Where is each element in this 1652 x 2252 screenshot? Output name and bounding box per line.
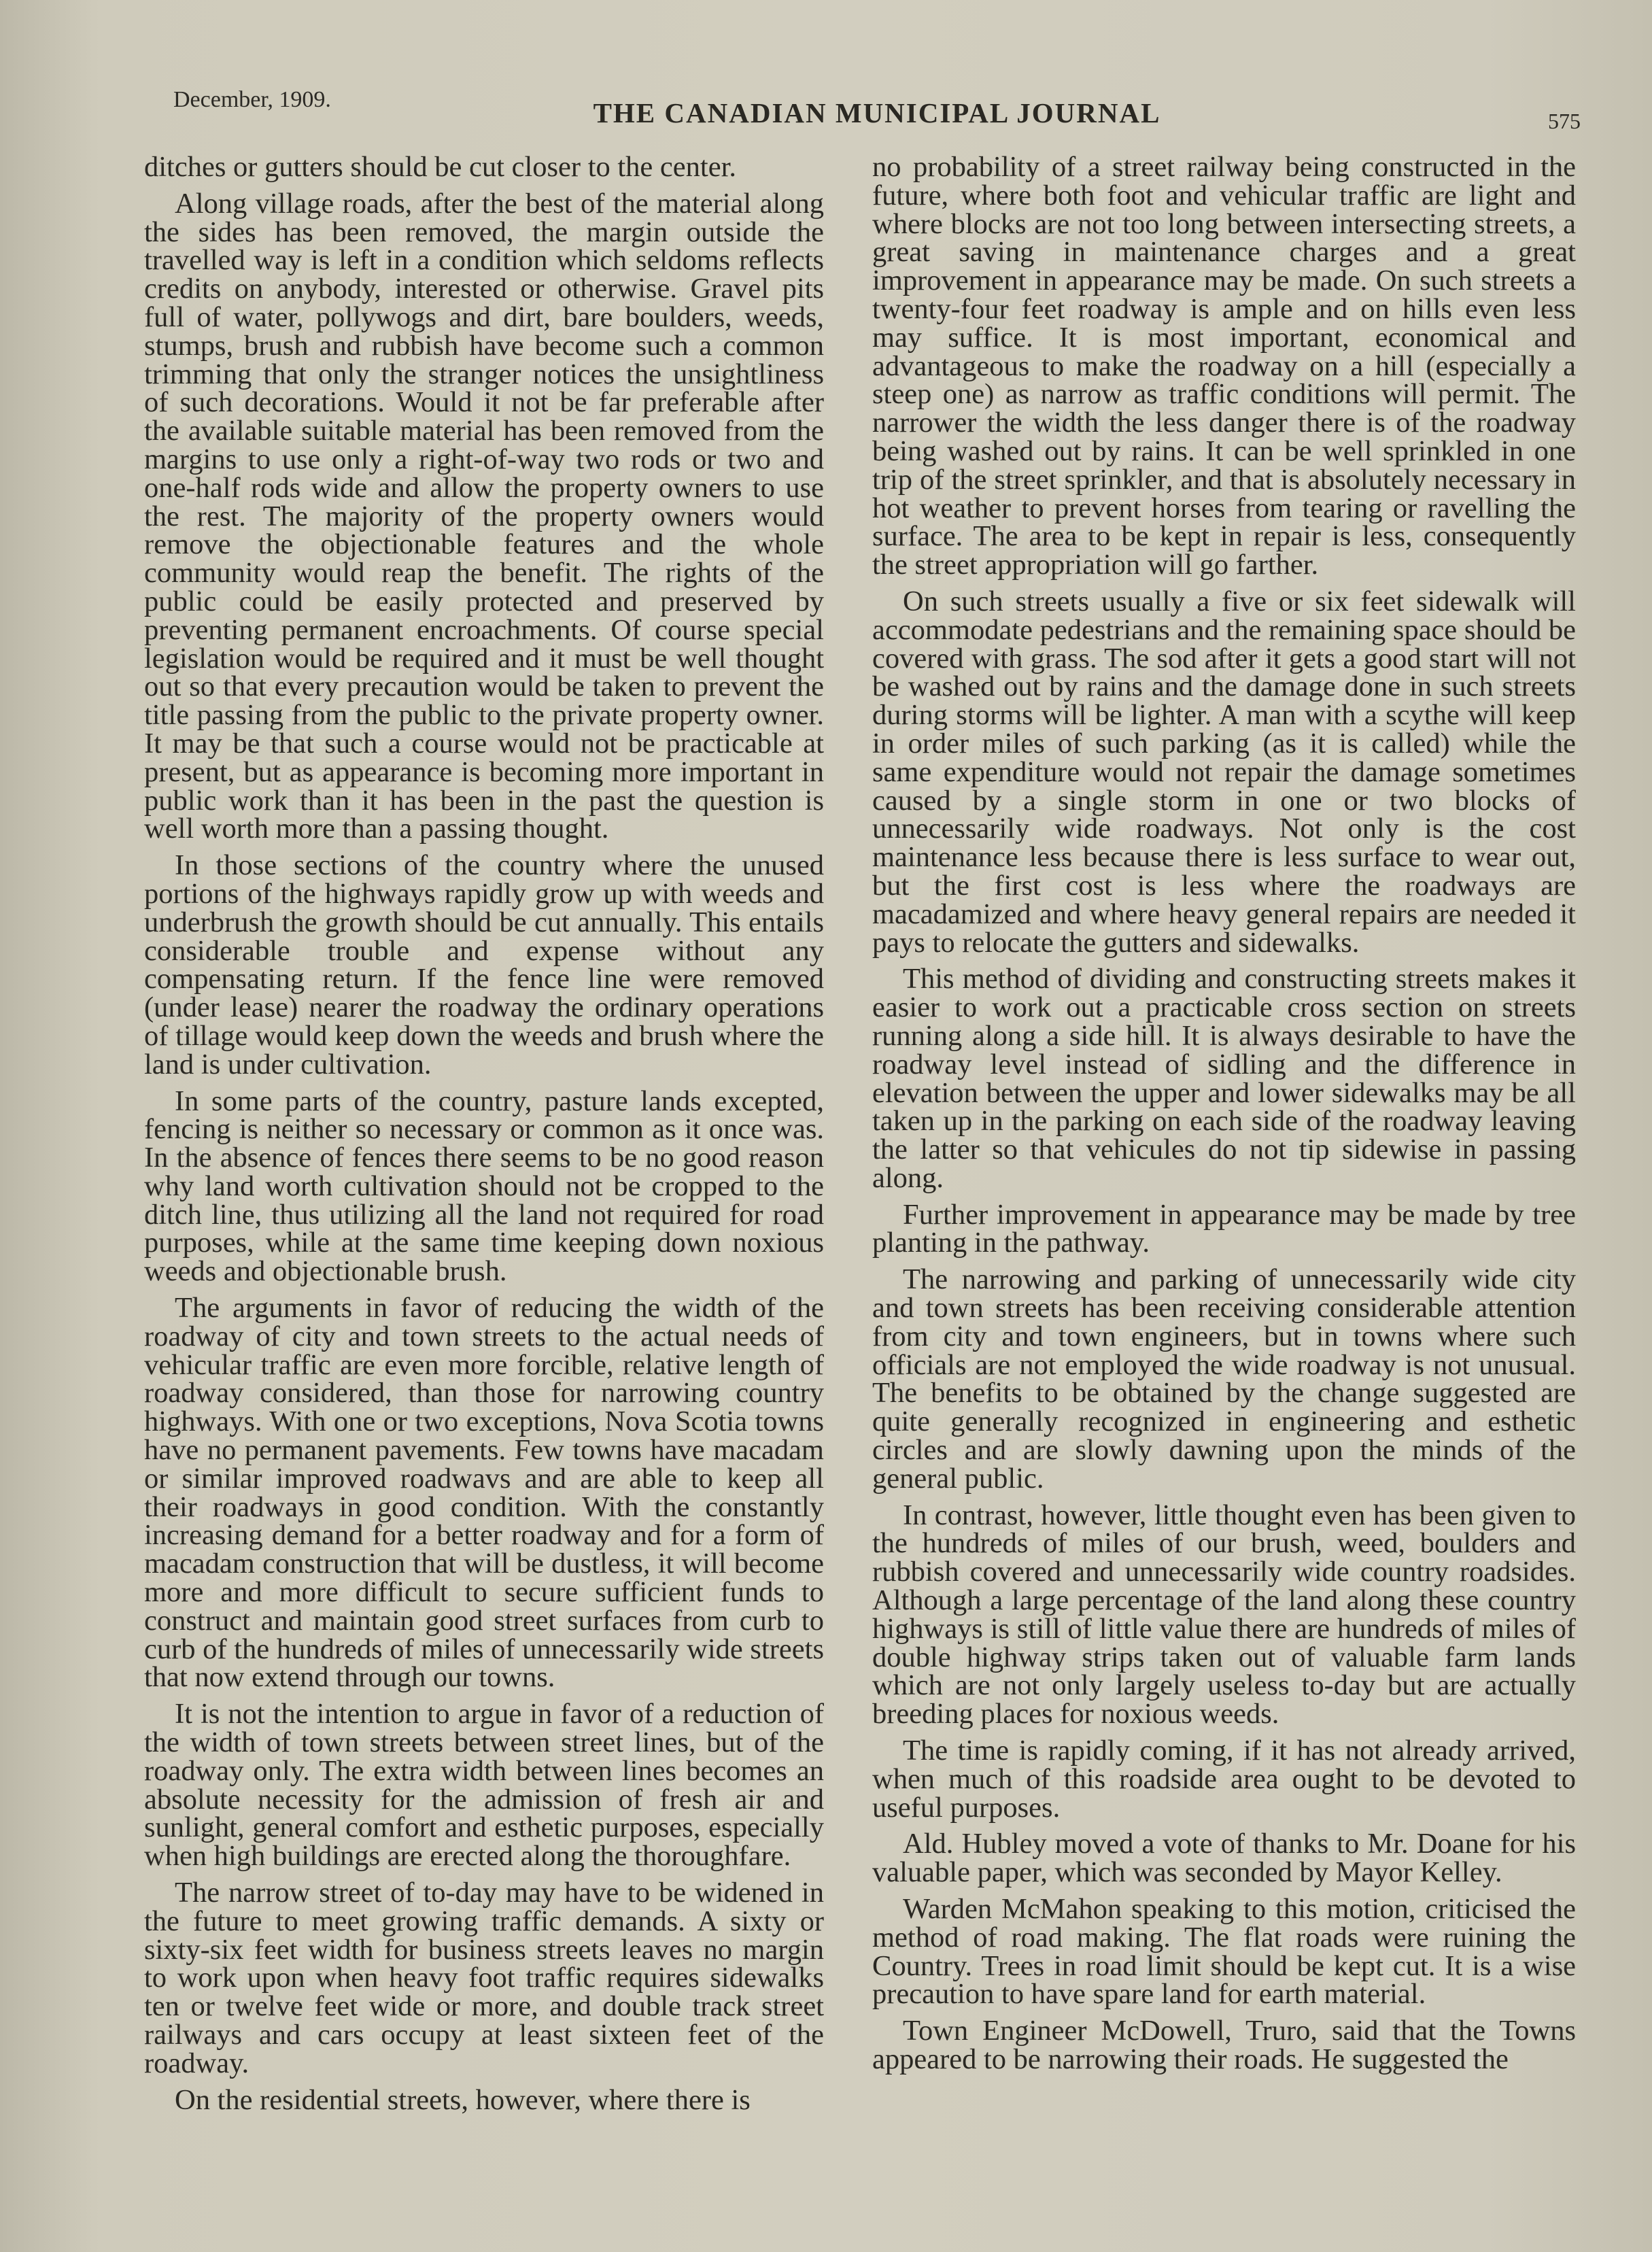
paragraph: The narrowing and parking of unnecessarily wide city and town streets has been receiving considerable attention from city and town engineers, but in towns where such officials are not employed the wide roadway is not unusual. The benefits to be obtained by the change suggested are quite generally recognized in engineering and esthetic circles and are slowly dawning upon the minds of the general public. [872,1263,1576,1495]
paragraph: It is not the intention to argue in favor of a reduction of the width of town streets between street lines, but of the roadway only. The extra width between lines becomes an absolute necessity for the admission of fresh air and sunlight, general comfort and esthetic purposes, especially when high buildings are erected along the thoroughfare. [144,1698,824,1873]
paragraph: In contrast, however, little thought even has been given to the hundreds of miles of our brush, weed, boulders and rubbish covered and unnecessarily wide country roadsides. Although a large percentage of the land along these country highways is still of little value there are hundreds of miles of double highway strips taken out of valuable farm lands which are not only largely useless to-day but are actually breeding places for noxious weeds. [872,1499,1576,1730]
paragraph: The arguments in favor of reducing the width of the roadway of city and town streets to the actual needs of vehicular traffic are even more forcible, relative length of roadway considered, than those for narrowing country highways. With one or two exceptions, Nova Scotia towns have no permanent pavements. Few towns have macadam or similar improved roadwavs and are able to keep all their roadways in good condition. With the constantly increasing demand for a better roadway and for a form of macadam construction that will be dustless, it will become more and more difficult to secure sufficient funds to construct and maintain good street surfaces from curb to curb of the hundreds of miles of unnecessarily wide streets that now extend through our towns. [144,1292,824,1694]
right-column [872,153,1576,2234]
paragraph: Further improvement in appearance may be made by tree planting in the pathway. [872,1198,1576,1259]
paragraph: ditches or gutters should be cut closer to the center. [144,153,737,183]
page-number: 575 [1548,109,1581,133]
paragraph: On the residential streets, however, where there is [175,2083,751,2116]
paragraph: Town Engineer McDowell, Truro, said that the Towns appeared to be narrowing their roads. He suggested the [872,2015,1576,2075]
paragraph: Along village roads, after the best of the material along the sides has been removed, the margin outside the travelled way is left in a condition which seldoms reflects credits on anybody, interested or otherwise. Gravel pits full of water, pollywogs and dirt, bare boulders, weeds, stumps, brush and rubbish have become such a common trimming that only the stranger notices the unsightliness of such decorations. Would it not be far preferable after the available suitable material has been removed from the margins to use only a right-of-way two rods or two and one-half rods wide and allow the property owners to use the rest. The majority of the property owners would remove the objectionable features and the whole community would reap the benefit. The rights of the public could be easily protected and preserved by preventing permanent encroachments. Of course special legislation would be required and it must be well thought out so that every precaution would be taken to prevent the title passing from the public to the private property owner. It may be that such a course would not be practicable at present, but as appearance is becoming more important in public work than it has been in the past the question is well worth more than a passing thought. [144,187,824,845]
issue-date: December, 1909. [173,87,331,112]
journal-title: THE CANADIAN MUNICIPAL JOURNAL [593,97,1161,129]
paragraph: no probability of a street railway being constructed in the future, where both foot and vehicular traffic are light and where blocks are not too long between intersecting streets, a great saving in maintenance charges and a great improvement in appearance may be made. On such streets a twenty-four feet roadway is ample and on hills even less may suffice. It is most important, economical and advantageous to make the roadway on a hill (especially a steep one) as narrow as traffic conditions will permit. The narrower the width the less danger there is of the roadway being washed out by rains. It can be well sprinkled in one trip of the street sprinkler, and that is absolutely necessary in hot weather to prevent horses from tearing or ravelling the surface. The area to be kept in repair is less, consequently the street appropriation will go farther. [872,153,1576,581]
left-column [144,153,824,2234]
paragraph: Warden McMahon speaking to this motion, criticised the method of road making. The flat roads were ruining the Country. Trees in road limit should be kept cut. It is a wise precaution to have spare land for earth material. [872,1893,1576,2011]
paragraph: In those sections of the country where the unused portions of the highways rapidly grow up with weeds and underbrush the growth should be cut annually. This entails considerable trouble and expense without any compensating return. If the fence line were removed (under lease) nearer the roadway the ordinary operations of tillage would keep down the weeds and brush where the land is under cultivation. [144,849,824,1080]
paragraph: This method of dividing and constructing streets makes it easier to work out a practicable cross section on streets running along a side hill. It is always desirable to have the roadway level instead of sidling and the difference in elevation between the upper and lower sidewalks may be all taken up in the parking on each side of the roadway leaving the latter so that vehicules do not tip sidewise in passing along. [872,963,1576,1194]
paragraph: Ald. Hubley moved a vote of thanks to Mr. Doane for his valuable paper, which was seconded by Mayor Kelley. [872,1828,1576,1889]
paragraph: On such streets usually a five or six feet sidewalk will accommodate pedestrians and the remaining space should be covered with grass. The sod after it gets a good start will not be washed out by rains and the damage done in such streets during storms will be lighter. A man with a scythe will keep in order miles of such parking (as it is called) while the same expenditure would not repair the damage sometimes caused by a single storm in one or two blocks of unnecessarily wide roadways. Not only is the cost maintenance less because there is less surface to wear out, but the first cost is less where the roadways are macadamized and where heavy general repairs are needed it pays to relocate the gutters and sidewalks. [872,585,1576,959]
page-header [173,82,1581,143]
paragraph: The time is rapidly coming, if it has not already arrived, when much of this roadside area ought to be devoted to useful purposes. [872,1735,1576,1824]
paragraph: The narrow street of to-day may have to be widened in the future to meet growing traffic demands. A sixty or sixty-six feet width for business streets leaves no margin to work upon when heavy foot traffic requires sidewalks ten or twelve feet wide or more, and double track street railways and cars occupy at least sixteen feet of the roadway. [144,1877,824,2079]
paragraph: In some parts of the country, pasture lands excepted, fencing is neither so necessary or common as it once was. In the absence of fences there seems to be no good reason why land worth cultivation should not be cropped to the ditch line, thus utilizing all the land not required for road purposes, while at the same time keeping down noxious weeds and objectionable brush. [144,1085,824,1288]
